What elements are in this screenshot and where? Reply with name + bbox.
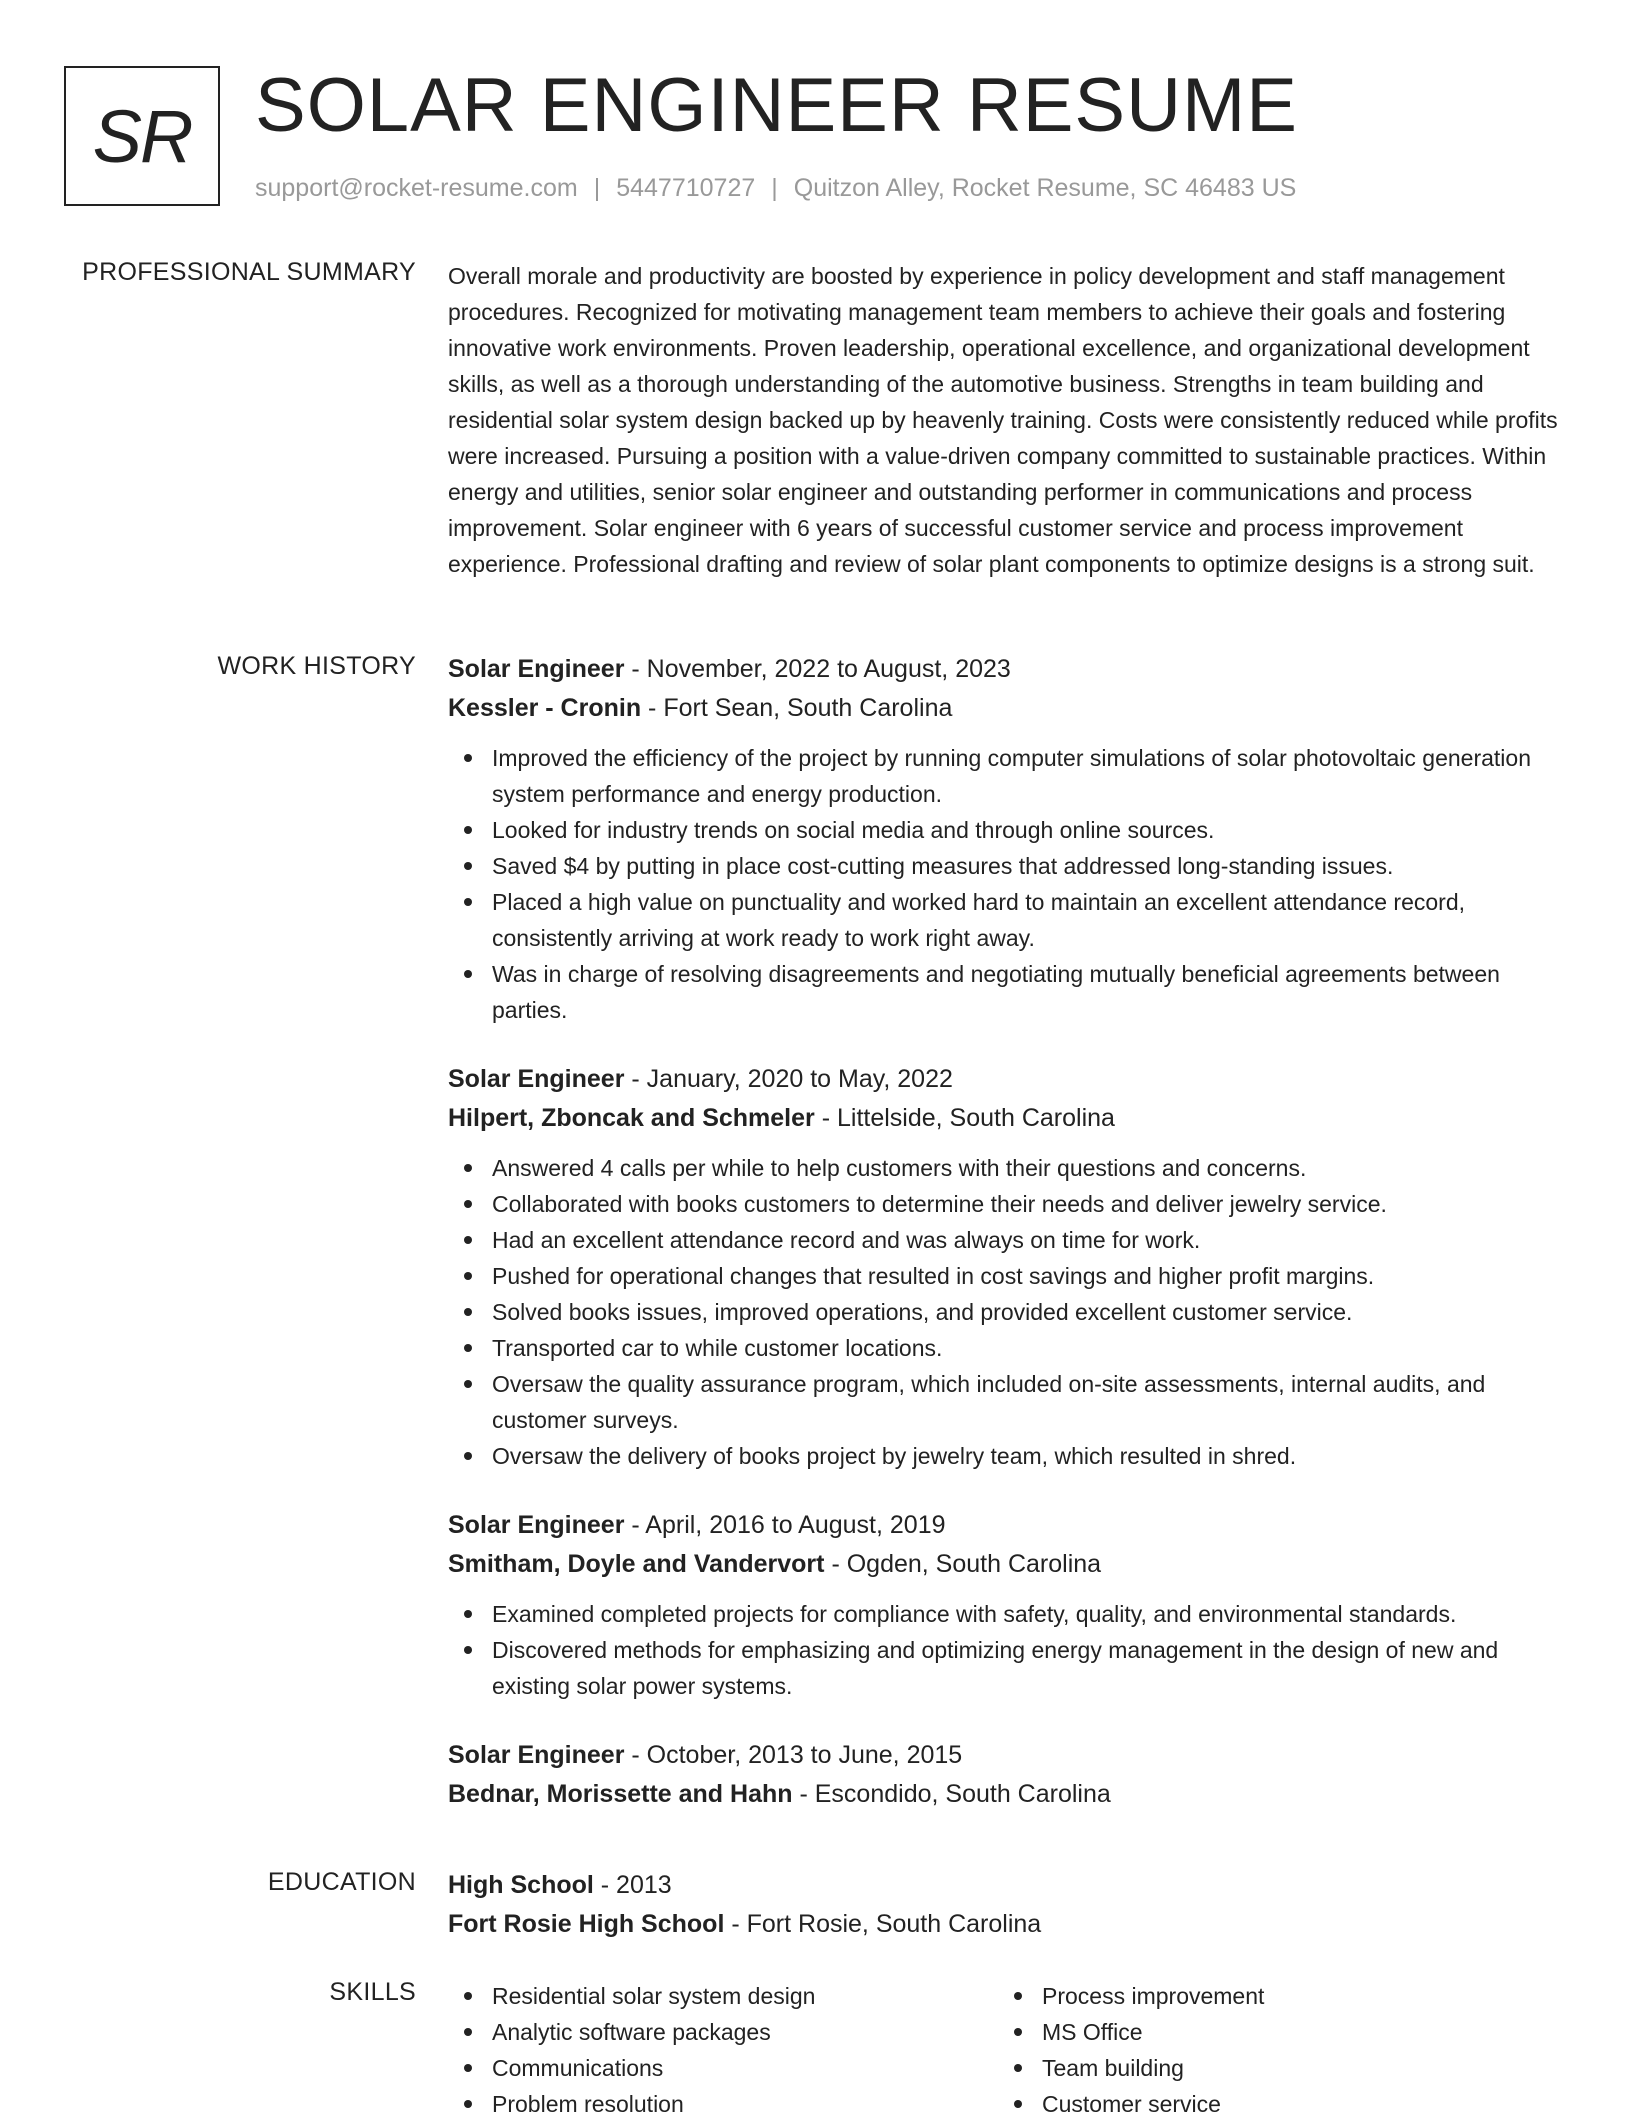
job-company: Kessler - Cronin — [448, 694, 642, 722]
job-bullets — [448, 1596, 1568, 1704]
job-company: Bednar, Morissette and Hahn — [448, 1780, 793, 1808]
skills-body — [448, 1978, 1568, 2122]
list-item: Improved the efficiency of the project by running computer simulations of solar photovoltaic generation system performance and energy production. — [448, 740, 1568, 812]
list-item: Pushed for operational changes that resulted in cost savings and higher profit margins. — [448, 1258, 1568, 1294]
skill-item: Process improvement — [998, 1978, 1548, 2014]
education-location: - Fort Rosie, South Carolina — [724, 1910, 1042, 1938]
skill-item: Analytic software packages — [448, 2014, 998, 2050]
summary-text: Overall morale and productivity are boosted by experience in policy development and staff management procedures. Recognized for motivating management team members to achieve their goals and fostering innovative work environments. Proven leadership, operational excellence, and organizational development skills, as well as a thorough understanding of the automotive business. Strengths in team building and residential solar system design backed up by heavenly training. Costs were consistently reduced while profits were increased. Pursuing a position with a value-driven company committed to sustainable practices. Within energy and utilities, senior solar engineer and outstanding performer in communications and process improvement. Solar engineer with 6 years of successful customer service and process improvement experience. Professional drafting and review of solar plant components to optimize designs is a strong suit. — [448, 263, 1558, 577]
section-label-skills: SKILLS — [329, 1978, 416, 2006]
contact-email: support@rocket-resume.com — [255, 174, 578, 202]
job-company-line — [448, 1545, 1568, 1584]
job-company: Smitham, Doyle and Vandervort — [448, 1550, 825, 1578]
skill-item: MS Office — [998, 2014, 1548, 2050]
list-item: Examined completed projects for compliance with safety, quality, and environmental standards. — [448, 1596, 1568, 1632]
monogram-logo: SR — [64, 66, 220, 206]
contact-address: Quitzon Alley, Rocket Resume, SC 46483 US — [793, 174, 1297, 202]
work-history-body — [448, 650, 1568, 1846]
job-bullets — [448, 740, 1568, 1028]
contact-separator: | — [593, 174, 601, 202]
list-item: Transported car to while customer locations. — [448, 1330, 1568, 1366]
resume-header — [64, 63, 1568, 216]
section-label-summary: PROFESSIONAL SUMMARY — [82, 258, 416, 286]
job-entry — [448, 650, 1568, 1028]
list-item: Collaborated with books customers to determine their needs and deliver jewelry service. — [448, 1186, 1568, 1222]
skill-item: Team building — [998, 2050, 1548, 2086]
list-item: Saved $4 by putting in place cost-cutting measures that addressed long-standing issues. — [448, 848, 1568, 884]
skill-item: Problem resolution — [448, 2086, 998, 2122]
job-entry — [448, 1506, 1568, 1704]
job-company-line — [448, 1099, 1568, 1138]
job-title: Solar Engineer — [448, 1741, 625, 1769]
job-company-line — [448, 689, 1568, 728]
job-company-line — [448, 1775, 1568, 1814]
education-degree-line — [448, 1866, 1568, 1905]
list-item: Oversaw the quality assurance program, which included on-site assessments, internal audits, and customer surveys. — [448, 1366, 1568, 1438]
list-item: Answered 4 calls per while to help customers with their questions and concerns. — [448, 1150, 1568, 1186]
job-entry — [448, 1060, 1568, 1474]
resume-title: SOLAR ENGINEER RESUME — [255, 63, 1298, 148]
list-item: Oversaw the delivery of books project by jewelry team, which resulted in shred. — [448, 1438, 1568, 1474]
summary-body — [448, 258, 1568, 582]
job-title: Solar Engineer — [448, 1511, 625, 1539]
education-body — [448, 1866, 1568, 1944]
skills-list-left — [448, 1978, 998, 2122]
skill-item: Communications — [448, 2050, 998, 2086]
job-location: - Ogden, South Carolina — [824, 1550, 1102, 1578]
skills-grid — [448, 1978, 1568, 2122]
skill-item: Residential solar system design — [448, 1978, 998, 2014]
job-title: Solar Engineer — [448, 655, 625, 683]
job-title-line — [448, 650, 1568, 689]
job-location: - Escondido, South Carolina — [792, 1780, 1111, 1808]
job-title-line — [448, 1506, 1568, 1545]
job-dates: - November, 2022 to August, 2023 — [624, 655, 1011, 683]
section-label-education: EDUCATION — [267, 1868, 416, 1896]
education-degree: High School — [448, 1871, 594, 1899]
section-label-work: WORK HISTORY — [217, 652, 416, 680]
skills-list-right — [998, 1978, 1548, 2122]
job-dates: - January, 2020 to May, 2022 — [624, 1065, 953, 1093]
list-item: Discovered methods for emphasizing and optimizing energy management in the design of new and existing solar power systems. — [448, 1632, 1568, 1704]
job-title-line — [448, 1060, 1568, 1099]
job-location: - Fort Sean, South Carolina — [641, 694, 953, 722]
list-item: Solved books issues, improved operations, and provided excellent customer service. — [448, 1294, 1568, 1330]
education-school-line — [448, 1905, 1568, 1944]
education-year: - 2013 — [593, 1871, 672, 1899]
contact-separator: | — [771, 174, 778, 202]
list-item: Was in charge of resolving disagreements and negotiating mutually beneficial agreements between parties. — [448, 956, 1568, 1028]
contact-line — [255, 174, 1296, 203]
job-location: - Littelside, South Carolina — [814, 1104, 1115, 1132]
job-entry — [448, 1736, 1568, 1814]
education-school: Fort Rosie High School — [448, 1910, 725, 1938]
list-item: Looked for industry trends on social media and through online sources. — [448, 812, 1568, 848]
job-company: Hilpert, Zboncak and Schmeler — [448, 1104, 815, 1132]
contact-phone: 5447710727 — [616, 174, 756, 202]
skill-item: Customer service — [998, 2086, 1548, 2122]
job-bullets — [448, 1150, 1568, 1474]
list-item: Placed a high value on punctuality and worked hard to maintain an excellent attendance record, consistently arriving at work ready to work right away. — [448, 884, 1568, 956]
job-title: Solar Engineer — [448, 1065, 625, 1093]
list-item: Had an excellent attendance record and was always on time for work. — [448, 1222, 1568, 1258]
job-title-line — [448, 1736, 1568, 1775]
job-dates: - October, 2013 to June, 2015 — [624, 1741, 963, 1769]
job-dates: - April, 2016 to August, 2019 — [624, 1511, 946, 1539]
